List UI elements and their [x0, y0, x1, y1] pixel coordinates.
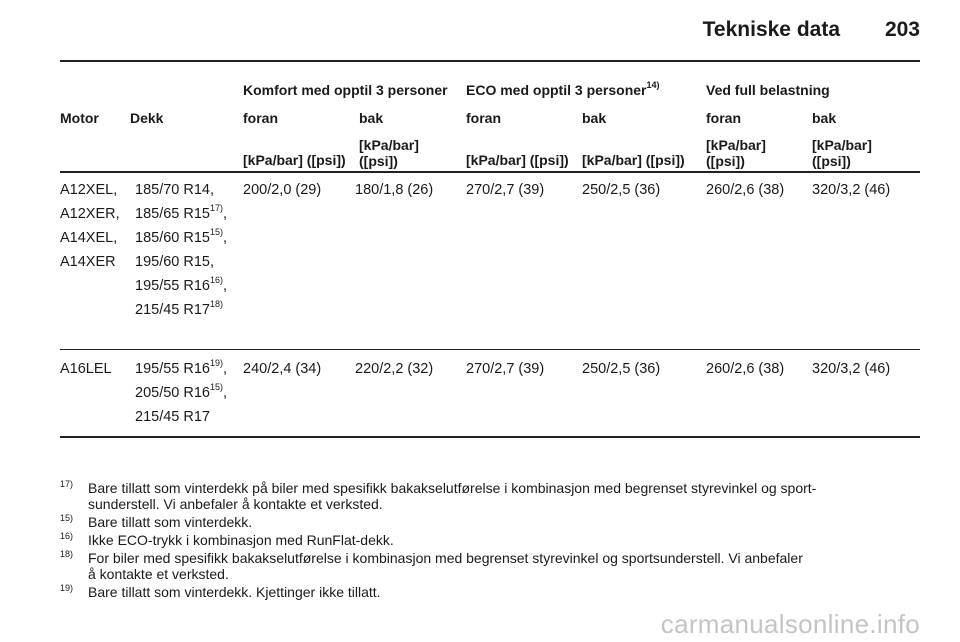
tyre-185-70-r14: 185/70 R14, [135, 182, 215, 198]
top-rule [60, 60, 920, 62]
footnote-19: 19) Bare tillatt som vinterdekk. Kjettinger ikke tillatt. [60, 583, 381, 600]
tyre-185-60-r15: 185/60 R15$^{15)}$, [135, 227, 228, 246]
table-bottom-rule [60, 436, 920, 438]
tyre-185-65-r15: 185/65 R15$^{17)}$, [135, 203, 228, 222]
col-header-eco-rear: bak [582, 110, 607, 126]
col-header-comfort-front: foran [243, 110, 278, 126]
col-header-tyre: Dekk [130, 110, 164, 126]
unit-header-comfort-rear: [kPa/bar] ([psi]) [359, 137, 419, 169]
table-row-1-tyres [135, 178, 227, 322]
motor-a12xer: A12XER, [60, 206, 120, 222]
col-header-comfort-rear: bak [359, 110, 384, 126]
tyre-215-45-r17: 215/45 R17 [135, 409, 210, 425]
unit-header-eco-front: [kPa/bar] ([psi]) [466, 152, 569, 168]
unit-header-eco-rear: [kPa/bar] ([psi]) [582, 152, 685, 168]
motor-a14xel: A14XEL, [60, 230, 118, 246]
col-header-eco-front: foran [466, 110, 501, 126]
footnote-17: 17) Bare tillatt som vinterdekk på biler med spesifikk bakakselutførelse i kombinasjon med begrenset styrevinkel og sport- sunderstell. Vi anbefaler å kontakte et verksted. [60, 479, 817, 512]
group-header-eco: ECO med opptil 3 personer$^{14)}$ [466, 80, 660, 98]
footnote-18: 18) For biler med spesifikk bakakselutførelse i kombinasjon med begrenset styrevinkel og sportsunderstell. Vi anbefaler å kontakte et verksted. [60, 549, 803, 582]
row-1-eco-front: 270/2,7 (39) [466, 182, 545, 198]
tyre-205-50-r16: 205/50 R16$^{15)}$, [135, 382, 228, 401]
watermark: carmanualsonline.info [660, 609, 920, 639]
page-header [60, 18, 920, 48]
row-2-eco-rear: 250/2,5 (36) [582, 361, 661, 377]
page-number: 203 [884, 18, 920, 41]
motor-a14xer: A14XER [60, 254, 116, 270]
page-title: Tekniske data [702, 18, 840, 41]
header-rule [60, 171, 920, 173]
motor-a12xel: A12XEL, [60, 182, 118, 198]
row-1-full-rear: 320/3,2 (46) [812, 182, 891, 198]
row-2-comfort-rear: 220/2,2 (32) [355, 361, 434, 377]
col-header-full-front: foran [706, 110, 741, 126]
row-1-full-front: 260/2,6 (38) [706, 182, 785, 198]
row-2-full-front: 260/2,6 (38) [706, 361, 785, 377]
group-header-comfort: Komfort med opptil 3 personer [243, 82, 448, 98]
unit-header-full-rear: [kPa/bar] ([psi]) [812, 137, 872, 169]
row-2-comfort-front: 240/2,4 (34) [243, 361, 322, 377]
tyre-195-60-r15: 195/60 R15, [135, 254, 215, 270]
table-row-2-tyres [135, 357, 227, 429]
col-header-full-rear: bak [812, 110, 837, 126]
row-2-eco-front: 270/2,7 (39) [466, 361, 545, 377]
row-1-comfort-front: 200/2,0 (29) [243, 182, 322, 198]
unit-header-comfort-front: [kPa/bar] ([psi]) [243, 152, 346, 168]
table-row-1-motors [60, 178, 120, 274]
table-row-2-motor: A16LEL [60, 361, 112, 377]
row-separator [60, 349, 920, 350]
col-header-motor: Motor [60, 110, 99, 126]
footnote-16: 16) Ikke ECO-trykk i kombinasjon med RunFlat-dekk. [60, 531, 394, 548]
unit-header-full-front: [kPa/bar] ([psi]) [706, 137, 766, 169]
row-1-eco-rear: 250/2,5 (36) [582, 182, 661, 198]
tyre-215-45-r17: 215/45 R17$^{18)}$ [135, 299, 223, 318]
footnote-15: 15) Bare tillatt som vinterdekk. [60, 513, 253, 530]
footnotes [60, 480, 920, 602]
row-1-comfort-rear: 180/1,8 (26) [355, 182, 434, 198]
group-header-full-load: Ved full belastning [706, 82, 830, 98]
tyre-195-55-r16: 195/55 R16$^{16)}$, [135, 275, 228, 294]
row-2-full-rear: 320/3,2 (46) [812, 361, 891, 377]
tyre-195-55-r16: 195/55 R16$^{19)}$, [135, 358, 228, 377]
